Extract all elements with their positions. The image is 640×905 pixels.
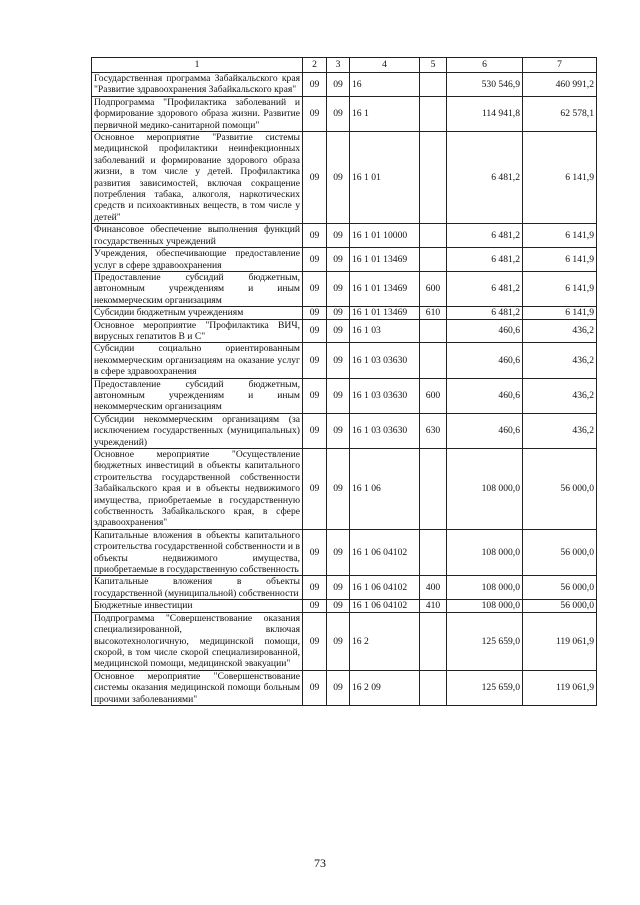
cell-name: Бюджетные инвестиции bbox=[92, 600, 303, 612]
cell-name: Основное мероприятие "Развитие системы медицинской профилактики неинфекционных заболеваний и формирование здорового образа жизни, в том числе у детей. Профилактика развития зависимостей, включая сокращение потребления табака, алкоголя, наркотических средств и психоактивных веществ, в том числе у детей" bbox=[92, 132, 303, 224]
cell-amount-2: 119 061,9 bbox=[523, 612, 597, 670]
table-row bbox=[92, 319, 597, 343]
table-row bbox=[92, 132, 597, 224]
cell-section: 09 bbox=[303, 413, 327, 448]
cell-expense-type bbox=[420, 670, 447, 705]
table-row bbox=[92, 413, 597, 448]
cell-expense-type bbox=[420, 248, 447, 272]
cell-expense-type bbox=[420, 96, 447, 131]
cell-amount-2: 6 141,9 bbox=[523, 248, 597, 272]
cell-amount-1: 530 546,9 bbox=[447, 73, 523, 97]
cell-subsection: 09 bbox=[327, 248, 350, 272]
cell-section: 09 bbox=[303, 449, 327, 530]
cell-amount-2: 436,2 bbox=[523, 378, 597, 413]
cell-name: Финансовое обеспечение выполнения функций государственных учреждений bbox=[92, 224, 303, 248]
cell-name: Предоставление субсидий бюджетным, автономным учреждениям и иным некоммерческим организациям bbox=[92, 378, 303, 413]
table-row bbox=[92, 449, 597, 530]
cell-subsection: 09 bbox=[327, 224, 350, 248]
cell-subsection: 09 bbox=[327, 378, 350, 413]
cell-subsection: 09 bbox=[327, 271, 350, 306]
cell-name: Учреждения, обеспечивающие предоставление услуг в сфере здравоохранения bbox=[92, 248, 303, 272]
cell-expense-type: 410 bbox=[420, 600, 447, 612]
table-row bbox=[92, 248, 597, 272]
cell-name: Основное мероприятие "Профилактика ВИЧ, вирусных гепатитов В и С" bbox=[92, 319, 303, 343]
cell-section: 09 bbox=[303, 96, 327, 131]
table-row bbox=[92, 343, 597, 378]
cell-subsection: 09 bbox=[327, 600, 350, 612]
cell-amount-2: 6 141,9 bbox=[523, 307, 597, 319]
table-row bbox=[92, 600, 597, 612]
column-header-target-article: 4 bbox=[350, 58, 420, 73]
cell-amount-2: 119 061,9 bbox=[523, 670, 597, 705]
cell-name: Капитальные вложения в объекты капитального строительства государственной собственности и в объекты недвижимого имущества, приобретаемые в государственную собственность bbox=[92, 529, 303, 576]
cell-amount-2: 56 000,0 bbox=[523, 600, 597, 612]
cell-amount-1: 6 481,2 bbox=[447, 224, 523, 248]
cell-subsection: 09 bbox=[327, 413, 350, 448]
page-number: 73 bbox=[314, 856, 326, 870]
cell-amount-1: 6 481,2 bbox=[447, 248, 523, 272]
cell-section: 09 bbox=[303, 132, 327, 224]
table-row bbox=[92, 670, 597, 705]
cell-amount-1: 460,6 bbox=[447, 413, 523, 448]
column-header-name: 1 bbox=[92, 58, 303, 73]
cell-section: 09 bbox=[303, 224, 327, 248]
cell-amount-1: 125 659,0 bbox=[447, 612, 523, 670]
budget-table bbox=[91, 57, 597, 706]
cell-section: 09 bbox=[303, 576, 327, 600]
cell-expense-type bbox=[420, 449, 447, 530]
cell-target-article: 16 1 03 03630 bbox=[350, 343, 420, 378]
cell-name: Государственная программа Забайкальского края "Развитие здравоохранения Забайкальского края" bbox=[92, 73, 303, 97]
cell-subsection: 09 bbox=[327, 612, 350, 670]
cell-name: Субсидии социально ориентированным некоммерческим организациям на оказание услуг в сфере здравоохранения bbox=[92, 343, 303, 378]
cell-section: 09 bbox=[303, 670, 327, 705]
cell-name: Основное мероприятие "Осуществление бюджетных инвестиций в объекты капитального строительства государственной собственности Забайкальского края и в объекты недвижимого имущества, приобретаемые в государственную собственность Забайкальского края, в сфере здравоохранения" bbox=[92, 449, 303, 530]
cell-amount-1: 460,6 bbox=[447, 378, 523, 413]
cell-section: 09 bbox=[303, 248, 327, 272]
cell-subsection: 09 bbox=[327, 529, 350, 576]
cell-section: 09 bbox=[303, 343, 327, 378]
cell-section: 09 bbox=[303, 73, 327, 97]
cell-amount-1: 6 481,2 bbox=[447, 132, 523, 224]
table-row bbox=[92, 576, 597, 600]
cell-expense-type bbox=[420, 319, 447, 343]
cell-subsection: 09 bbox=[327, 307, 350, 319]
cell-amount-1: 108 000,0 bbox=[447, 600, 523, 612]
column-header-expense-type: 5 bbox=[420, 58, 447, 73]
cell-expense-type bbox=[420, 224, 447, 248]
cell-expense-type: 600 bbox=[420, 378, 447, 413]
cell-subsection: 09 bbox=[327, 73, 350, 97]
cell-expense-type bbox=[420, 612, 447, 670]
cell-amount-1: 6 481,2 bbox=[447, 271, 523, 306]
cell-amount-2: 62 578,1 bbox=[523, 96, 597, 131]
table-row bbox=[92, 378, 597, 413]
cell-amount-1: 108 000,0 bbox=[447, 449, 523, 530]
cell-target-article: 16 1 01 13469 bbox=[350, 248, 420, 272]
cell-target-article: 16 1 03 03630 bbox=[350, 378, 420, 413]
cell-amount-2: 436,2 bbox=[523, 343, 597, 378]
cell-subsection: 09 bbox=[327, 343, 350, 378]
table-row bbox=[92, 529, 597, 576]
cell-amount-1: 108 000,0 bbox=[447, 576, 523, 600]
cell-section: 09 bbox=[303, 319, 327, 343]
cell-name: Подпрограмма "Профилактика заболеваний и формирование здорового образа жизни. Развитие первичной медико-санитарной помощи" bbox=[92, 96, 303, 131]
cell-name: Основное мероприятие "Совершенствование системы оказания медицинской помощи больным прочими заболеваниями" bbox=[92, 670, 303, 705]
cell-amount-2: 56 000,0 bbox=[523, 576, 597, 600]
cell-subsection: 09 bbox=[327, 132, 350, 224]
cell-target-article: 16 1 03 bbox=[350, 319, 420, 343]
cell-subsection: 09 bbox=[327, 576, 350, 600]
cell-target-article: 16 bbox=[350, 73, 420, 97]
cell-target-article: 16 1 01 13469 bbox=[350, 271, 420, 306]
cell-amount-2: 56 000,0 bbox=[523, 529, 597, 576]
cell-amount-1: 460,6 bbox=[447, 343, 523, 378]
cell-subsection: 09 bbox=[327, 670, 350, 705]
cell-amount-2: 436,2 bbox=[523, 319, 597, 343]
table-row bbox=[92, 307, 597, 319]
cell-subsection: 09 bbox=[327, 449, 350, 530]
cell-amount-2: 6 141,9 bbox=[523, 132, 597, 224]
cell-target-article: 16 1 03 03630 bbox=[350, 413, 420, 448]
cell-expense-type bbox=[420, 343, 447, 378]
cell-target-article: 16 1 06 04102 bbox=[350, 600, 420, 612]
cell-target-article: 16 1 01 13469 bbox=[350, 307, 420, 319]
cell-name: Подпрограмма "Совершенствование оказания специализированной, включая высокотехнологичную, медицинской помощи, скорой, в том числе скорой специализированной, медицинской помощи, медицинской эвакуации" bbox=[92, 612, 303, 670]
column-header-section: 2 bbox=[303, 58, 327, 73]
cell-target-article: 16 1 01 10000 bbox=[350, 224, 420, 248]
cell-target-article: 16 1 06 04102 bbox=[350, 576, 420, 600]
cell-amount-1: 125 659,0 bbox=[447, 670, 523, 705]
column-header-amount-1: 6 bbox=[447, 58, 523, 73]
cell-expense-type bbox=[420, 132, 447, 224]
cell-amount-2: 436,2 bbox=[523, 413, 597, 448]
cell-name: Субсидии некоммерческим организациям (за исключением государственных (муниципальных) учреждений) bbox=[92, 413, 303, 448]
cell-amount-1: 108 000,0 bbox=[447, 529, 523, 576]
cell-expense-type: 610 bbox=[420, 307, 447, 319]
cell-expense-type bbox=[420, 73, 447, 97]
table-row bbox=[92, 224, 597, 248]
cell-target-article: 16 2 09 bbox=[350, 670, 420, 705]
cell-section: 09 bbox=[303, 378, 327, 413]
cell-amount-2: 56 000,0 bbox=[523, 449, 597, 530]
cell-amount-1: 6 481,2 bbox=[447, 307, 523, 319]
cell-expense-type bbox=[420, 529, 447, 576]
cell-amount-1: 114 941,8 bbox=[447, 96, 523, 131]
cell-target-article: 16 1 bbox=[350, 96, 420, 131]
table-header-row bbox=[92, 58, 597, 73]
table-row bbox=[92, 271, 597, 306]
cell-name: Предоставление субсидий бюджетным, автономным учреждениям и иным некоммерческим организациям bbox=[92, 271, 303, 306]
column-header-subsection: 3 bbox=[327, 58, 350, 73]
cell-section: 09 bbox=[303, 529, 327, 576]
cell-name: Капитальные вложения в объекты государственной (муниципальной) собственности bbox=[92, 576, 303, 600]
cell-subsection: 09 bbox=[327, 96, 350, 131]
cell-target-article: 16 1 01 bbox=[350, 132, 420, 224]
cell-subsection: 09 bbox=[327, 319, 350, 343]
cell-amount-2: 460 991,2 bbox=[523, 73, 597, 97]
table-body bbox=[92, 73, 597, 706]
cell-expense-type: 600 bbox=[420, 271, 447, 306]
table-row bbox=[92, 96, 597, 131]
cell-target-article: 16 1 06 04102 bbox=[350, 529, 420, 576]
cell-expense-type: 400 bbox=[420, 576, 447, 600]
column-header-amount-2: 7 bbox=[523, 58, 597, 73]
cell-amount-2: 6 141,9 bbox=[523, 224, 597, 248]
table-row bbox=[92, 612, 597, 670]
cell-section: 09 bbox=[303, 612, 327, 670]
cell-section: 09 bbox=[303, 307, 327, 319]
cell-name: Субсидии бюджетным учреждениям bbox=[92, 307, 303, 319]
cell-section: 09 bbox=[303, 600, 327, 612]
cell-target-article: 16 2 bbox=[350, 612, 420, 670]
cell-amount-2: 6 141,9 bbox=[523, 271, 597, 306]
cell-target-article: 16 1 06 bbox=[350, 449, 420, 530]
cell-section: 09 bbox=[303, 271, 327, 306]
cell-amount-1: 460,6 bbox=[447, 319, 523, 343]
cell-expense-type: 630 bbox=[420, 413, 447, 448]
table-row bbox=[92, 73, 597, 97]
